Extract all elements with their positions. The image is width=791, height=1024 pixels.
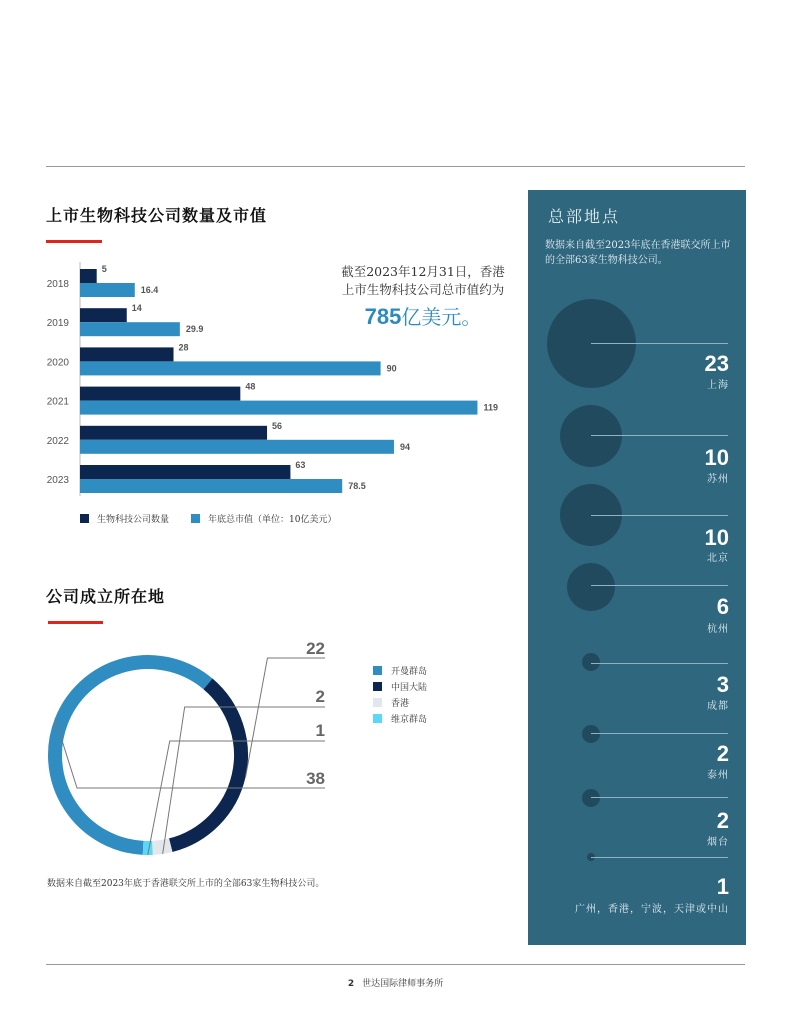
hq-bubble-hangzhou <box>567 563 615 611</box>
hq-count: 10 <box>704 525 729 550</box>
hq-bubble-taizhou <box>582 725 600 743</box>
chart2-footnote: 数据来自截至2023年底于香港联交所上市的全部63家生物科技公司。 <box>47 879 325 889</box>
sidebar-title: 总部地点 <box>548 207 621 226</box>
cap-bar-label: 16.4 <box>140 285 159 295</box>
hq-count: 23 <box>704 351 729 376</box>
hq-city: 烟台 <box>707 837 729 848</box>
year-tick-label: 2022 <box>46 435 69 447</box>
legend-item-hongkong <box>373 694 427 710</box>
chart1-title: 上市生物科技公司数量及市值 <box>46 206 268 225</box>
hq-leader-line <box>591 435 728 436</box>
hq-leader-line <box>591 515 728 516</box>
count-bar-label: 63 <box>295 460 306 470</box>
chart2-accent-bar <box>48 621 103 624</box>
hq-city: 上海 <box>707 380 729 391</box>
donut-value-label: 38 <box>306 769 325 788</box>
year-tick-label: 2020 <box>46 357 69 369</box>
donut-leader-line <box>245 658 325 777</box>
count-bar-label: 48 <box>245 381 256 392</box>
count-bar-label: 28 <box>178 342 189 353</box>
count-bar-label: 56 <box>272 420 283 431</box>
count-bar-label: 14 <box>131 303 142 314</box>
hq-bubble-suzhou <box>560 405 622 467</box>
hq-city: 广州，香港，宁波，天津或中山 <box>575 904 729 915</box>
cap-bar-label: 29.9 <box>185 324 204 335</box>
hq-count: 2 <box>716 808 729 833</box>
callout-number: 785 <box>364 304 402 329</box>
callout-unit: 亿美元。 <box>401 305 482 329</box>
legend-label: 开曼群岛 <box>391 666 428 677</box>
cap-bar <box>80 440 394 454</box>
count-bar <box>80 465 290 479</box>
hq-bubble-chengdu <box>582 653 600 671</box>
hq-leader-line <box>591 857 728 858</box>
count-bar-label: 5 <box>101 264 107 274</box>
legend-swatch <box>373 666 382 675</box>
callout-line-2: 上市生物科技公司总市值约为 <box>341 282 505 297</box>
callout-big-value <box>333 301 513 330</box>
hq-count: 2 <box>716 741 729 766</box>
count-bar <box>80 308 127 322</box>
legend-swatch <box>373 698 382 707</box>
donut-segment <box>171 684 241 845</box>
legend-item-cayman <box>373 662 427 678</box>
hq-leader-line <box>591 585 728 586</box>
hq-count: 10 <box>704 445 729 470</box>
hq-city: 泰州 <box>707 770 729 781</box>
count-bar <box>80 269 97 283</box>
hq-count: 3 <box>716 672 729 697</box>
legend-label-count: 生物科技公司数量 <box>97 515 170 525</box>
hq-count: 1 <box>716 874 729 899</box>
chart1-accent-bar <box>46 240 102 243</box>
donut-chart <box>0 630 360 870</box>
hq-leader-line <box>591 733 728 734</box>
hq-leader-line <box>591 343 728 344</box>
legend-swatch <box>373 714 382 723</box>
count-bar <box>80 426 267 440</box>
hq-city: 北京 <box>707 553 729 564</box>
callout-line-1: 截至2023年12月31日，香港 <box>341 264 505 279</box>
hq-city: 杭州 <box>707 624 729 635</box>
count-bar <box>80 347 174 361</box>
legend-item-bvi <box>373 710 427 726</box>
market-cap-callout <box>333 263 513 330</box>
donut-value-label: 2 <box>315 687 325 706</box>
legend-swatch <box>373 682 382 691</box>
cap-bar <box>80 479 342 493</box>
sidebar-note: 数据来自截至2023年底在香港联交所上市的全部63家生物科技公司。 <box>545 240 731 266</box>
legend-label: 维京群岛 <box>391 714 428 725</box>
year-tick-label: 2021 <box>46 396 69 408</box>
cap-bar-label: 78.5 <box>348 481 366 491</box>
cap-bar <box>80 361 381 375</box>
donut-segment <box>55 662 208 848</box>
legend-label-cap: 年底总市值（单位：10亿美元） <box>208 515 337 525</box>
hq-bubble-yantai <box>582 789 600 807</box>
hq-city: 成都 <box>707 701 729 712</box>
cap-bar-label: 94 <box>399 441 410 452</box>
legend-swatch-cap <box>191 514 200 523</box>
donut-segment <box>152 845 170 848</box>
donut-leader-line <box>55 718 325 788</box>
year-tick-label: 2018 <box>46 279 69 290</box>
hq-count: 6 <box>716 594 729 619</box>
donut-value-label: 22 <box>306 639 325 658</box>
cap-bar <box>80 322 180 336</box>
bar-legend <box>80 512 336 525</box>
donut-legend <box>373 662 427 726</box>
count-bar <box>80 387 240 401</box>
bottom-rule <box>46 964 745 965</box>
year-tick-label: 2023 <box>46 475 69 486</box>
cap-bar-label: 119 <box>483 402 498 413</box>
page-footer <box>0 976 791 989</box>
legend-label: 香港 <box>391 698 410 709</box>
page-number: 2 <box>347 979 355 989</box>
hq-leader-line <box>591 797 728 798</box>
hq-leader-line <box>591 663 728 664</box>
firm-name: 世达国际律师事务所 <box>362 979 444 989</box>
top-rule <box>46 166 745 167</box>
hq-city: 苏州 <box>707 474 729 485</box>
legend-label: 中国大陆 <box>391 682 428 693</box>
legend-swatch-count <box>80 514 89 523</box>
cap-bar <box>80 401 477 415</box>
donut-value-label: 1 <box>315 721 325 740</box>
year-tick-label: 2019 <box>46 318 69 330</box>
chart2-title: 公司成立所在地 <box>46 587 166 606</box>
cap-bar <box>80 283 135 297</box>
legend-item-mainland <box>373 678 427 694</box>
cap-bar-label: 90 <box>386 363 397 374</box>
hq-sidebar <box>528 190 746 945</box>
